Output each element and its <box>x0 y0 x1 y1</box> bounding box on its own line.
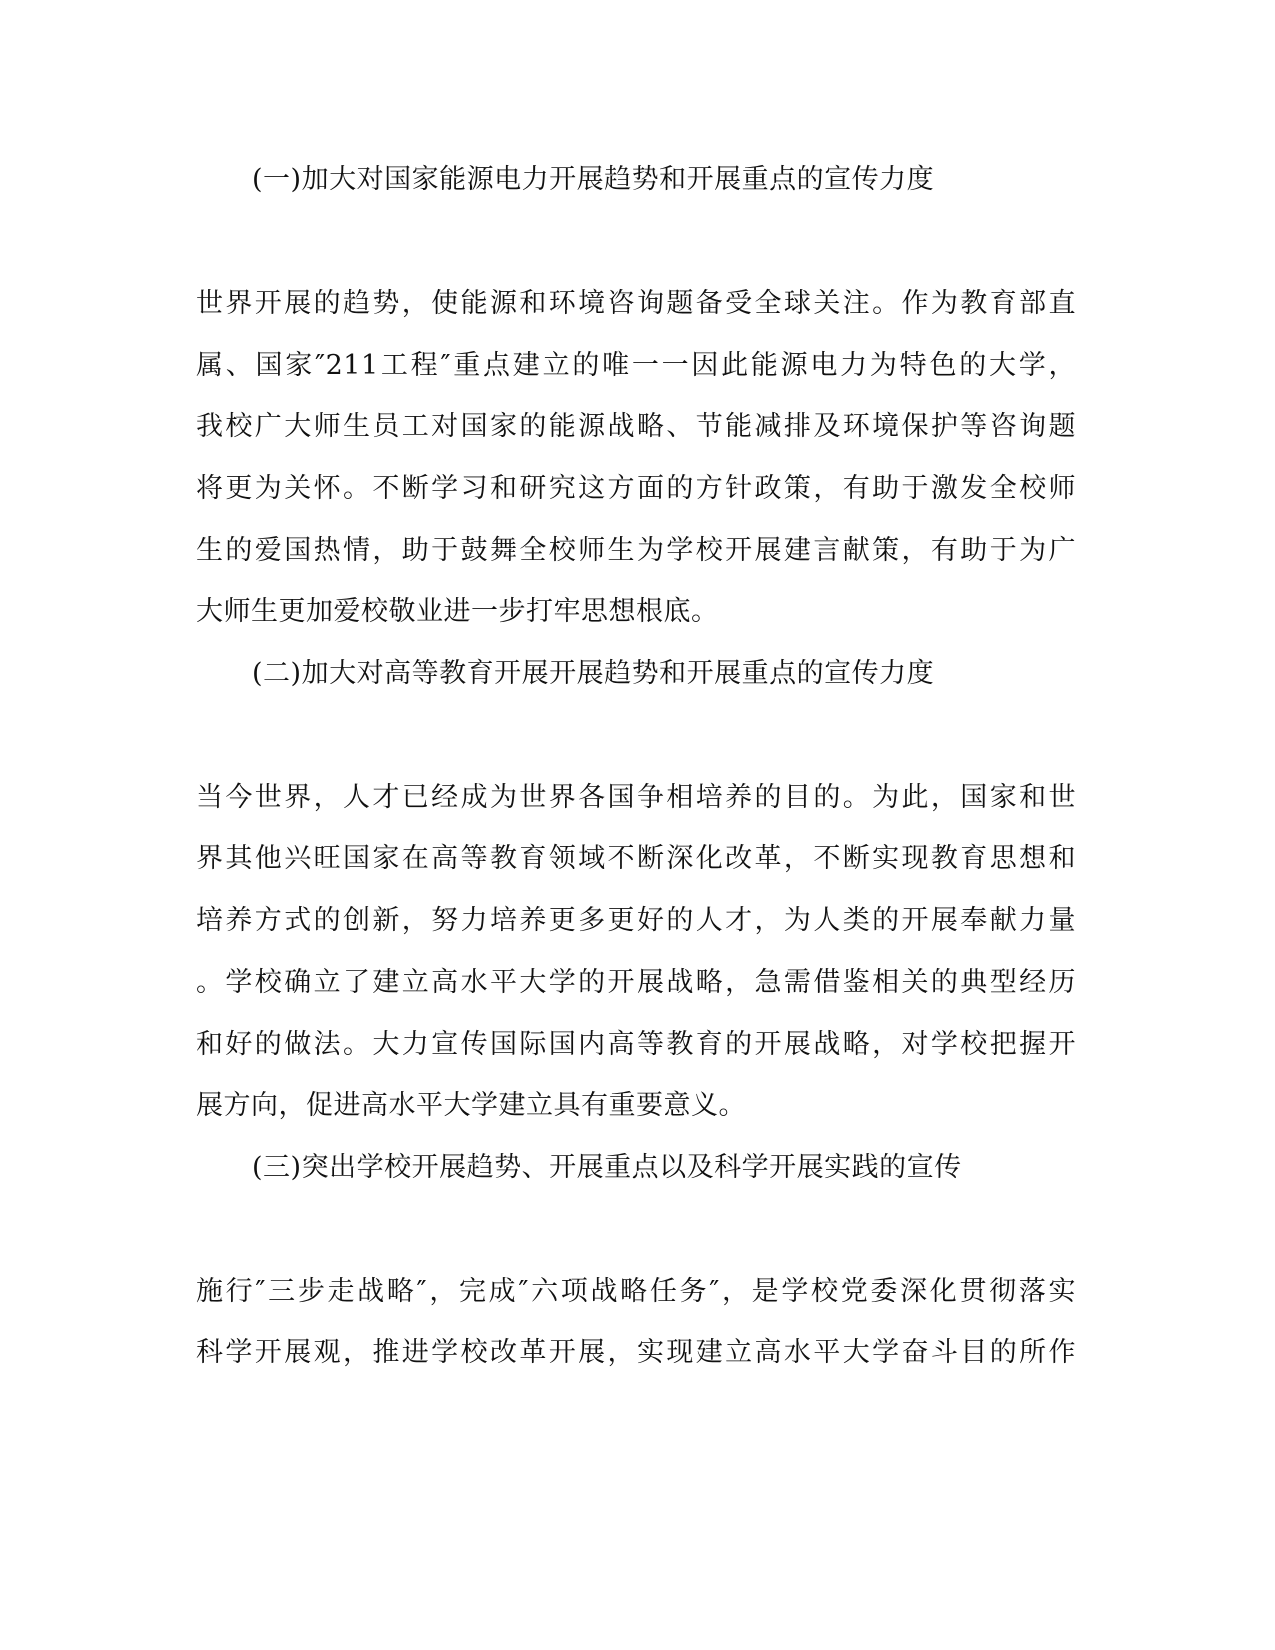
paragraph-line: 当今世界，人才已经成为世界各国争相培养的目的。为此，国家和世 <box>196 782 1076 813</box>
paragraph-line: 生的爱国热情，助于鼓舞全校师生为学校开展建言献策，有助于为广 <box>196 535 1076 566</box>
paragraph-line: 展方向，促进高水平大学建立具有重要意义。 <box>196 1090 746 1121</box>
paragraph-line: 施行″三步走战略″，完成″六项战略任务″，是学校党委深化贯彻落实 <box>196 1276 1076 1307</box>
paragraph-line: 我校广大师生员工对国家的能源战略、节能减排及环境保护等咨询题 <box>196 411 1076 442</box>
section-heading-1: (一)加大对国家能源电力开展趋势和开展重点的宣传力度 <box>252 164 935 195</box>
paragraph-line: 属、国家″211工程″重点建立的唯一一因此能源电力为特色的大学， <box>196 350 1076 381</box>
paragraph-line: 科学开展观，推进学校改革开展，实现建立高水平大学奋斗目的所作 <box>196 1337 1076 1368</box>
paragraph-line: 将更为关怀。不断学习和研究这方面的方针政策，有助于激发全校师 <box>196 473 1076 504</box>
paragraph-line: 。学校确立了建立高水平大学的开展战略，急需借鉴相关的典型经历 <box>196 967 1076 998</box>
paragraph-line: 和好的做法。大力宣传国际国内高等教育的开展战略，对学校把握开 <box>196 1029 1076 1060</box>
paragraph-line: 大师生更加爱校敬业进一步打牢思想根底。 <box>196 596 719 627</box>
paragraph-line: 培养方式的创新，努力培养更多更好的人才，为人类的开展奉献力量 <box>196 905 1076 936</box>
paragraph-line: 界其他兴旺国家在高等教育领域不断深化改革，不断实现教育思想和 <box>196 843 1076 874</box>
paragraph-line: 世界开展的趋势，使能源和环境咨询题备受全球关注。作为教育部直 <box>196 288 1076 319</box>
section-heading-3: (三)突出学校开展趋势、开展重点以及科学开展实践的宣传 <box>252 1152 962 1183</box>
section-heading-2: (二)加大对高等教育开展开展趋势和开展重点的宣传力度 <box>252 658 935 689</box>
